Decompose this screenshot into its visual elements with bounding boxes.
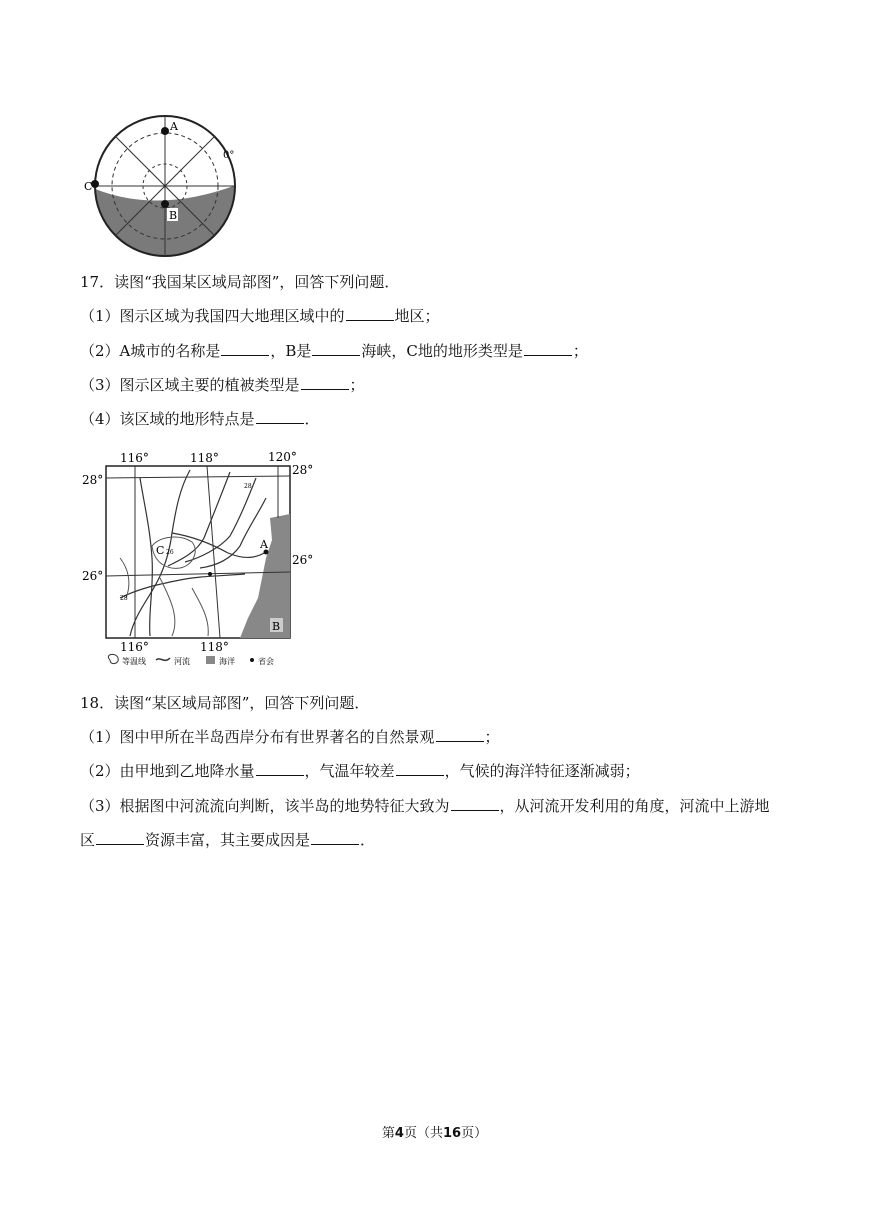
contour-label: 28 <box>244 483 252 490</box>
q18-part3-cont <box>80 830 375 850</box>
answer-blank[interactable] <box>346 306 394 321</box>
label-degree: 0° <box>223 150 235 161</box>
q18-p3-text-b: ，从河流开发利用的角度，河流中上游地 <box>499 797 770 815</box>
q17-part1 <box>80 306 440 326</box>
lat-right-26: 26° <box>292 553 314 567</box>
lat-left-28: 28° <box>82 473 104 487</box>
q18-p1-end: ； <box>484 728 500 746</box>
sea-legend-icon <box>206 656 215 664</box>
point-b-marker <box>161 200 169 208</box>
q18-part3 <box>80 796 770 816</box>
q18-p3-text-d: 资源丰富，其主要成因是 <box>145 831 311 849</box>
q18-part1 <box>80 727 500 747</box>
footer-mid: 页（共 <box>403 1126 443 1141</box>
q17-title: 17．读图“我国某区域局部图”，回答下列问题． <box>80 273 400 291</box>
footer-pre: 第 <box>381 1126 395 1141</box>
q17-p1-text: （1）图示区域为我国四大地理区域中的 <box>80 307 345 325</box>
point-a-marker <box>161 127 169 135</box>
legend-capital-label: 省会 <box>258 657 274 666</box>
q17-p2-text-b: ，B是 <box>270 342 312 360</box>
map-label-c: C <box>156 544 165 557</box>
label-c: C <box>84 180 93 193</box>
q17-part3 <box>80 375 365 395</box>
answer-blank[interactable] <box>96 830 144 845</box>
q17-p3-end: ； <box>349 376 365 394</box>
regional-map <box>80 448 320 672</box>
answer-blank[interactable] <box>312 341 360 356</box>
contour-label: 26 <box>166 549 174 556</box>
answer-blank[interactable] <box>256 761 304 776</box>
q17-p2-text-c: 海峡，C地的地形类型是 <box>361 342 523 360</box>
q18-title: 18．读图“某区域局部图”，回答下列问题． <box>80 694 370 712</box>
q18-p2-end: ，气候的海洋特征逐渐减弱； <box>444 762 640 780</box>
page-number: 4 <box>394 1126 404 1141</box>
q17-p1-end: 地区； <box>394 307 440 325</box>
label-a: A <box>170 120 178 133</box>
legend-river-label: 河流 <box>174 657 190 666</box>
legend-contour-label: 等温线 <box>122 657 146 666</box>
q18-part2 <box>80 761 640 781</box>
lat-left-26: 26° <box>82 569 104 583</box>
lon-top-120: 120° <box>268 450 297 464</box>
lon-bottom-118: 118° <box>200 640 229 654</box>
q17-p3-text: （3）图示区域主要的植被类型是 <box>80 376 300 394</box>
contour-legend-icon <box>108 654 118 663</box>
q17-p4-end: ． <box>304 410 320 428</box>
q17-p4-text: （4）该区域的地形特点是 <box>80 410 255 428</box>
answer-blank[interactable] <box>451 796 499 811</box>
q18-p3-text-c: 区 <box>80 831 96 849</box>
capital-legend-icon <box>250 658 254 662</box>
q17-p2-end: ； <box>572 342 588 360</box>
answer-blank[interactable] <box>301 375 349 390</box>
map-label-a: A <box>260 538 268 551</box>
lon-top-118: 118° <box>190 451 219 465</box>
river-legend-icon <box>156 658 170 660</box>
q18-p1-text: （1）图中甲所在半岛西岸分布有世界著名的自然景观 <box>80 728 435 746</box>
footer-post: 页） <box>461 1126 488 1141</box>
answer-blank[interactable] <box>311 830 359 845</box>
total-pages: 16 <box>442 1126 462 1141</box>
answer-blank[interactable] <box>436 727 484 742</box>
q18-p2-text: （2）由甲地到乙地降水量 <box>80 762 255 780</box>
q17-p2-text: （2）A城市的名称是 <box>80 342 221 360</box>
earth-illumination-figure <box>84 110 244 260</box>
map-label-b: B <box>272 620 281 633</box>
lat-right-28: 28° <box>292 463 314 477</box>
q17-part4 <box>80 409 320 429</box>
q18-p2-text-b: ，气温年较差 <box>304 762 395 780</box>
q17-part2 <box>80 341 588 361</box>
answer-blank[interactable] <box>256 409 304 424</box>
label-b: B <box>169 209 178 222</box>
q18-p3-end: ． <box>360 831 376 849</box>
page-footer <box>0 1122 869 1141</box>
q18-p3-text: （3）根据图中河流流向判断，该半岛的地势特征大致为 <box>80 797 450 815</box>
contour-label: 28 <box>120 595 128 602</box>
lon-top-116: 116° <box>120 451 149 465</box>
map-legend <box>108 654 274 666</box>
lon-bottom-116: 116° <box>120 640 149 654</box>
answer-blank[interactable] <box>396 761 444 776</box>
answer-blank[interactable] <box>221 341 269 356</box>
legend-sea-label: 海洋 <box>219 657 235 666</box>
capital-marker <box>208 572 212 576</box>
answer-blank[interactable] <box>524 341 572 356</box>
